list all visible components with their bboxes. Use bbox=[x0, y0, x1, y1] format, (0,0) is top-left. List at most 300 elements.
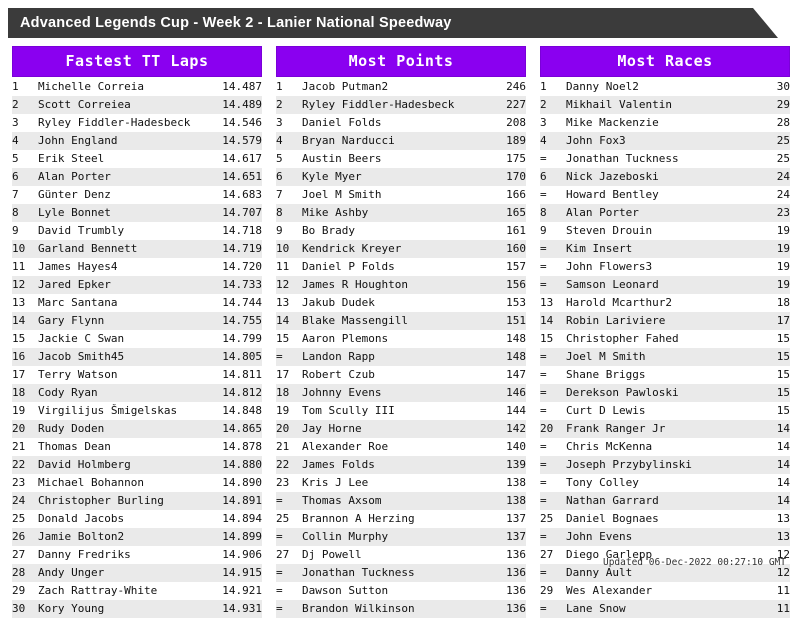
table-row bbox=[276, 546, 526, 564]
leaderboard-most-points bbox=[276, 46, 526, 618]
table-row bbox=[276, 222, 526, 240]
row-position: 13 bbox=[276, 294, 302, 312]
row-position: = bbox=[276, 348, 302, 366]
row-value: 139 bbox=[466, 456, 526, 474]
row-value: 14.880 bbox=[202, 456, 262, 474]
table-row bbox=[12, 150, 262, 168]
row-position: = bbox=[276, 582, 302, 600]
row-value: 15 bbox=[754, 402, 790, 420]
table-row bbox=[12, 492, 262, 510]
row-driver-name: Harold Mcarthur2 bbox=[566, 294, 754, 312]
row-value: 146 bbox=[466, 384, 526, 402]
row-driver-name: Erik Steel bbox=[38, 150, 202, 168]
row-driver-name: Daniel P Folds bbox=[302, 258, 466, 276]
row-value: 14 bbox=[754, 420, 790, 438]
row-driver-name: John Fox3 bbox=[566, 132, 754, 150]
row-value: 14.799 bbox=[202, 330, 262, 348]
row-position: 27 bbox=[540, 546, 566, 564]
row-driver-name: Brandon Wilkinson bbox=[302, 600, 466, 618]
leaderboard-fastest-tt-laps bbox=[12, 46, 262, 618]
table-row bbox=[540, 510, 790, 528]
row-driver-name: Jamie Bolton2 bbox=[38, 528, 202, 546]
row-position: 20 bbox=[12, 420, 38, 438]
table-row bbox=[276, 582, 526, 600]
table-row bbox=[12, 114, 262, 132]
row-driver-name: Jonathan Tuckness bbox=[566, 150, 754, 168]
row-value: 151 bbox=[466, 312, 526, 330]
row-value: 25 bbox=[754, 150, 790, 168]
table-row bbox=[12, 132, 262, 150]
row-driver-name: Christopher Fahed bbox=[566, 330, 754, 348]
row-position: 19 bbox=[12, 402, 38, 420]
row-driver-name: Virgilijus Šmigelskas bbox=[38, 402, 202, 420]
row-driver-name: Joseph Przybylinski bbox=[566, 456, 754, 474]
row-driver-name: Lane Snow bbox=[566, 600, 754, 618]
row-value: 138 bbox=[466, 492, 526, 510]
row-position: 2 bbox=[12, 96, 38, 114]
row-driver-name: Donald Jacobs bbox=[38, 510, 202, 528]
row-driver-name: Joel M Smith bbox=[566, 348, 754, 366]
row-value: 14.865 bbox=[202, 420, 262, 438]
table-row bbox=[276, 276, 526, 294]
row-value: 165 bbox=[466, 204, 526, 222]
row-value: 137 bbox=[466, 528, 526, 546]
row-value: 14.719 bbox=[202, 240, 262, 258]
row-position: 29 bbox=[12, 582, 38, 600]
table-row bbox=[276, 150, 526, 168]
row-position: 5 bbox=[276, 150, 302, 168]
table-row bbox=[540, 258, 790, 276]
row-value: 14.720 bbox=[202, 258, 262, 276]
table-row bbox=[276, 186, 526, 204]
row-driver-name: Terry Watson bbox=[38, 366, 202, 384]
row-driver-name: Jackie C Swan bbox=[38, 330, 202, 348]
table-row bbox=[276, 528, 526, 546]
row-value: 14.906 bbox=[202, 546, 262, 564]
row-value: 30 bbox=[754, 78, 790, 96]
row-value: 166 bbox=[466, 186, 526, 204]
row-value: 14.744 bbox=[202, 294, 262, 312]
row-position: 13 bbox=[540, 294, 566, 312]
row-value: 14.579 bbox=[202, 132, 262, 150]
row-position: 11 bbox=[12, 258, 38, 276]
table-row bbox=[276, 132, 526, 150]
row-driver-name: Collin Murphy bbox=[302, 528, 466, 546]
table-row bbox=[12, 582, 262, 600]
row-driver-name: Shane Briggs bbox=[566, 366, 754, 384]
table-row bbox=[276, 114, 526, 132]
row-driver-name: Diego Garlepp bbox=[566, 546, 754, 564]
table-row bbox=[540, 312, 790, 330]
row-position: = bbox=[540, 240, 566, 258]
table-row bbox=[12, 546, 262, 564]
table-row bbox=[12, 330, 262, 348]
row-driver-name: Ryley Fiddler-Hadesbeck bbox=[38, 114, 202, 132]
row-value: 161 bbox=[466, 222, 526, 240]
row-position: 23 bbox=[12, 474, 38, 492]
row-position: 27 bbox=[12, 546, 38, 564]
table-row bbox=[540, 96, 790, 114]
row-position: 23 bbox=[276, 474, 302, 492]
row-driver-name: David Holmberg bbox=[38, 456, 202, 474]
leaderboard-most-races bbox=[540, 46, 790, 618]
row-driver-name: Scott Correiea bbox=[38, 96, 202, 114]
row-driver-name: Austin Beers bbox=[302, 150, 466, 168]
table-most-races bbox=[540, 78, 790, 618]
row-value: 142 bbox=[466, 420, 526, 438]
row-driver-name: Howard Bentley bbox=[566, 186, 754, 204]
row-driver-name: Danny Noel2 bbox=[566, 78, 754, 96]
row-driver-name: Kris J Lee bbox=[302, 474, 466, 492]
row-position: 13 bbox=[12, 294, 38, 312]
row-position: 10 bbox=[12, 240, 38, 258]
row-position: = bbox=[540, 276, 566, 294]
row-driver-name: Aaron Plemons bbox=[302, 330, 466, 348]
row-value: 157 bbox=[466, 258, 526, 276]
row-position: = bbox=[540, 438, 566, 456]
row-value: 136 bbox=[466, 582, 526, 600]
row-driver-name: Cody Ryan bbox=[38, 384, 202, 402]
row-position: 5 bbox=[12, 150, 38, 168]
row-value: 227 bbox=[466, 96, 526, 114]
row-driver-name: Wes Alexander bbox=[566, 582, 754, 600]
row-position: 6 bbox=[540, 168, 566, 186]
table-row bbox=[12, 366, 262, 384]
table-row bbox=[276, 402, 526, 420]
row-driver-name: Rudy Doden bbox=[38, 420, 202, 438]
table-row bbox=[540, 366, 790, 384]
updated-timestamp: Updated 06-Dec-2022 00:27:10 GMT bbox=[602, 557, 786, 568]
row-position: 22 bbox=[12, 456, 38, 474]
table-fastest-tt-laps bbox=[12, 78, 262, 618]
row-value: 14.487 bbox=[202, 78, 262, 96]
row-driver-name: Mikhail Valentin bbox=[566, 96, 754, 114]
row-value: 14.921 bbox=[202, 582, 262, 600]
row-value: 18 bbox=[754, 294, 790, 312]
row-value: 19 bbox=[754, 240, 790, 258]
table-row bbox=[540, 438, 790, 456]
row-value: 13 bbox=[754, 510, 790, 528]
row-position: = bbox=[276, 528, 302, 546]
row-position: = bbox=[540, 186, 566, 204]
table-row bbox=[12, 420, 262, 438]
row-position: = bbox=[540, 150, 566, 168]
row-position: = bbox=[540, 564, 566, 582]
row-value: 11 bbox=[754, 600, 790, 618]
leaderboard-columns bbox=[8, 46, 792, 618]
row-position: 6 bbox=[276, 168, 302, 186]
table-row bbox=[276, 168, 526, 186]
row-driver-name: Günter Denz bbox=[38, 186, 202, 204]
row-driver-name: Derekson Pawloski bbox=[566, 384, 754, 402]
table-row bbox=[276, 312, 526, 330]
row-driver-name: Chris McKenna bbox=[566, 438, 754, 456]
row-position: 27 bbox=[276, 546, 302, 564]
row-driver-name: Andy Unger bbox=[38, 564, 202, 582]
row-position: 15 bbox=[12, 330, 38, 348]
row-position: 14 bbox=[276, 312, 302, 330]
row-driver-name: James Hayes4 bbox=[38, 258, 202, 276]
row-value: 14.811 bbox=[202, 366, 262, 384]
table-row bbox=[12, 438, 262, 456]
row-driver-name: Ryley Fiddler-Hadesbeck bbox=[302, 96, 466, 114]
row-driver-name: Brannon A Herzing bbox=[302, 510, 466, 528]
row-driver-name: Kyle Myer bbox=[302, 168, 466, 186]
row-value: 28 bbox=[754, 114, 790, 132]
row-value: 19 bbox=[754, 258, 790, 276]
row-position: 30 bbox=[12, 600, 38, 618]
table-row bbox=[540, 114, 790, 132]
table-row bbox=[276, 240, 526, 258]
row-position: 10 bbox=[276, 240, 302, 258]
row-driver-name: Samson Leonard bbox=[566, 276, 754, 294]
row-driver-name: Bo Brady bbox=[302, 222, 466, 240]
table-row bbox=[12, 510, 262, 528]
table-row bbox=[276, 330, 526, 348]
row-position: 9 bbox=[12, 222, 38, 240]
row-position: 12 bbox=[12, 276, 38, 294]
row-driver-name: John Evens bbox=[566, 528, 754, 546]
row-driver-name: Jakub Dudek bbox=[302, 294, 466, 312]
table-row bbox=[276, 96, 526, 114]
row-driver-name: Kendrick Kreyer bbox=[302, 240, 466, 258]
row-position: = bbox=[276, 492, 302, 510]
table-row bbox=[276, 78, 526, 96]
row-position: = bbox=[540, 402, 566, 420]
column-title-most-points: Most Points bbox=[276, 46, 526, 77]
row-value: 14.651 bbox=[202, 168, 262, 186]
table-row bbox=[12, 384, 262, 402]
row-value: 148 bbox=[466, 348, 526, 366]
row-value: 14.489 bbox=[202, 96, 262, 114]
row-driver-name: Joel M Smith bbox=[302, 186, 466, 204]
table-row bbox=[12, 474, 262, 492]
row-driver-name: Thomas Axsom bbox=[302, 492, 466, 510]
row-driver-name: Marc Santana bbox=[38, 294, 202, 312]
row-value: 138 bbox=[466, 474, 526, 492]
row-value: 148 bbox=[466, 330, 526, 348]
row-position: = bbox=[540, 384, 566, 402]
row-driver-name: Blake Massengill bbox=[302, 312, 466, 330]
row-position: 7 bbox=[276, 186, 302, 204]
column-title-fastest-tt-laps: Fastest TT Laps bbox=[12, 46, 262, 77]
row-value: 136 bbox=[466, 564, 526, 582]
row-position: 4 bbox=[276, 132, 302, 150]
row-driver-name: Dawson Sutton bbox=[302, 582, 466, 600]
row-driver-name: Thomas Dean bbox=[38, 438, 202, 456]
row-value: 13 bbox=[754, 528, 790, 546]
row-position: 19 bbox=[276, 402, 302, 420]
row-driver-name: Garland Bennett bbox=[38, 240, 202, 258]
row-position: 11 bbox=[276, 258, 302, 276]
row-driver-name: Michelle Correia bbox=[38, 78, 202, 96]
table-row bbox=[276, 600, 526, 618]
row-position: 14 bbox=[12, 312, 38, 330]
row-position: = bbox=[540, 474, 566, 492]
row-position: 18 bbox=[12, 384, 38, 402]
table-row bbox=[276, 204, 526, 222]
row-driver-name: Jonathan Tuckness bbox=[302, 564, 466, 582]
row-value: 25 bbox=[754, 132, 790, 150]
row-position: 1 bbox=[540, 78, 566, 96]
row-position: = bbox=[276, 600, 302, 618]
row-value: 14.899 bbox=[202, 528, 262, 546]
table-row bbox=[276, 510, 526, 528]
row-position: 12 bbox=[276, 276, 302, 294]
row-position: 24 bbox=[12, 492, 38, 510]
row-position: 20 bbox=[276, 420, 302, 438]
row-position: 8 bbox=[12, 204, 38, 222]
row-position: = bbox=[540, 492, 566, 510]
row-value: 24 bbox=[754, 168, 790, 186]
row-value: 14.546 bbox=[202, 114, 262, 132]
row-position: 26 bbox=[12, 528, 38, 546]
row-driver-name: Nathan Garrard bbox=[566, 492, 754, 510]
row-driver-name: Gary Flynn bbox=[38, 312, 202, 330]
row-position: 29 bbox=[540, 582, 566, 600]
row-value: 14 bbox=[754, 492, 790, 510]
table-row bbox=[12, 186, 262, 204]
row-value: 19 bbox=[754, 222, 790, 240]
row-driver-name: Alan Porter bbox=[38, 168, 202, 186]
row-position: 25 bbox=[276, 510, 302, 528]
row-position: = bbox=[276, 564, 302, 582]
table-row bbox=[12, 168, 262, 186]
table-row bbox=[540, 78, 790, 96]
table-row bbox=[540, 240, 790, 258]
table-row bbox=[12, 222, 262, 240]
row-value: 14.894 bbox=[202, 510, 262, 528]
row-value: 14.755 bbox=[202, 312, 262, 330]
row-position: 4 bbox=[12, 132, 38, 150]
table-row bbox=[540, 528, 790, 546]
row-value: 14.891 bbox=[202, 492, 262, 510]
row-value: 24 bbox=[754, 186, 790, 204]
table-row bbox=[276, 420, 526, 438]
row-driver-name: Alan Porter bbox=[566, 204, 754, 222]
table-row bbox=[12, 528, 262, 546]
row-value: 175 bbox=[466, 150, 526, 168]
row-driver-name: Daniel Folds bbox=[302, 114, 466, 132]
table-row bbox=[12, 348, 262, 366]
row-value: 14.718 bbox=[202, 222, 262, 240]
row-driver-name: Robert Czub bbox=[302, 366, 466, 384]
row-driver-name: Danny Ault bbox=[566, 564, 754, 582]
row-position: 20 bbox=[540, 420, 566, 438]
table-row bbox=[540, 600, 790, 618]
row-value: 15 bbox=[754, 330, 790, 348]
row-driver-name: Tony Colley bbox=[566, 474, 754, 492]
row-value: 14.890 bbox=[202, 474, 262, 492]
row-value: 14.683 bbox=[202, 186, 262, 204]
row-driver-name: Kim Insert bbox=[566, 240, 754, 258]
table-row bbox=[12, 78, 262, 96]
row-value: 136 bbox=[466, 600, 526, 618]
row-driver-name: Johnny Evens bbox=[302, 384, 466, 402]
table-row bbox=[540, 330, 790, 348]
table-row bbox=[540, 420, 790, 438]
row-position: 1 bbox=[12, 78, 38, 96]
row-position: 8 bbox=[276, 204, 302, 222]
row-value: 140 bbox=[466, 438, 526, 456]
row-position: 14 bbox=[540, 312, 566, 330]
row-driver-name: James Folds bbox=[302, 456, 466, 474]
table-row bbox=[540, 492, 790, 510]
row-value: 153 bbox=[466, 294, 526, 312]
row-value: 137 bbox=[466, 510, 526, 528]
row-driver-name: Mike Mackenzie bbox=[566, 114, 754, 132]
table-row bbox=[12, 564, 262, 582]
row-value: 17 bbox=[754, 312, 790, 330]
row-value: 144 bbox=[466, 402, 526, 420]
title-bar bbox=[8, 8, 792, 38]
table-row bbox=[12, 600, 262, 618]
row-position: = bbox=[540, 528, 566, 546]
row-driver-name: Michael Bohannon bbox=[38, 474, 202, 492]
row-value: 189 bbox=[466, 132, 526, 150]
table-row bbox=[12, 294, 262, 312]
row-driver-name: Jacob Smith45 bbox=[38, 348, 202, 366]
row-position: 22 bbox=[276, 456, 302, 474]
table-row bbox=[276, 564, 526, 582]
table-row bbox=[540, 474, 790, 492]
row-value: 14.848 bbox=[202, 402, 262, 420]
row-value: 19 bbox=[754, 276, 790, 294]
row-driver-name: Bryan Narducci bbox=[302, 132, 466, 150]
table-row bbox=[540, 186, 790, 204]
row-driver-name: Jared Epker bbox=[38, 276, 202, 294]
row-position: = bbox=[540, 600, 566, 618]
table-row bbox=[276, 384, 526, 402]
row-value: 15 bbox=[754, 384, 790, 402]
row-driver-name: Frank Ranger Jr bbox=[566, 420, 754, 438]
table-most-points bbox=[276, 78, 526, 618]
row-position: 18 bbox=[276, 384, 302, 402]
table-row bbox=[276, 492, 526, 510]
row-driver-name: Lyle Bonnet bbox=[38, 204, 202, 222]
row-position: 9 bbox=[540, 222, 566, 240]
row-position: = bbox=[540, 258, 566, 276]
row-value: 136 bbox=[466, 546, 526, 564]
table-row bbox=[540, 276, 790, 294]
row-driver-name: Robin Lariviere bbox=[566, 312, 754, 330]
table-row bbox=[276, 474, 526, 492]
table-row bbox=[540, 384, 790, 402]
table-row bbox=[540, 222, 790, 240]
row-position: 17 bbox=[276, 366, 302, 384]
row-position: 1 bbox=[276, 78, 302, 96]
row-position: = bbox=[540, 366, 566, 384]
row-position: 3 bbox=[540, 114, 566, 132]
row-position: = bbox=[540, 456, 566, 474]
table-row bbox=[276, 294, 526, 312]
table-row bbox=[540, 402, 790, 420]
row-driver-name: Daniel Bognaes bbox=[566, 510, 754, 528]
row-value: 11 bbox=[754, 582, 790, 600]
table-row bbox=[276, 438, 526, 456]
row-driver-name: Curt D Lewis bbox=[566, 402, 754, 420]
table-row bbox=[540, 150, 790, 168]
row-value: 14 bbox=[754, 456, 790, 474]
table-row bbox=[540, 168, 790, 186]
row-position: 3 bbox=[12, 114, 38, 132]
table-row bbox=[12, 96, 262, 114]
table-row bbox=[276, 366, 526, 384]
row-position: 7 bbox=[12, 186, 38, 204]
table-row bbox=[12, 456, 262, 474]
table-row bbox=[12, 204, 262, 222]
table-row bbox=[540, 132, 790, 150]
